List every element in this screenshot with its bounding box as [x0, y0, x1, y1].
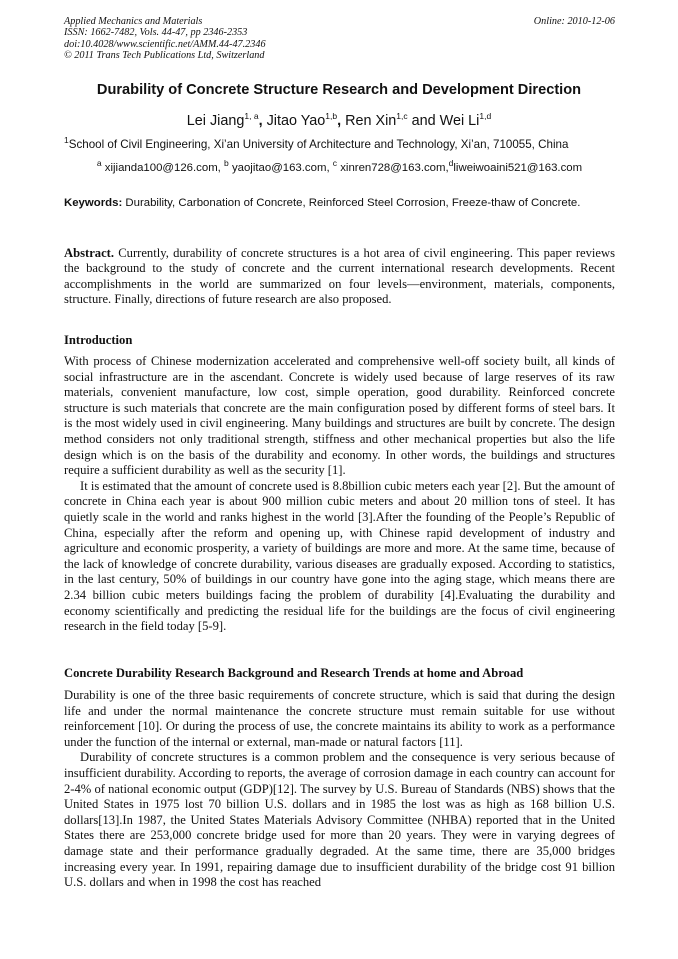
email-mark: c	[332, 158, 338, 169]
author-affiliation-mark: 1, a	[244, 111, 259, 122]
section-body-introduction	[64, 354, 615, 635]
abstract-text: Currently, durability of concrete structures is a hot area of civil engineering. This paper reviews the background to the study of concrete and the current international research developments. Recent accomplishments in the world are summarized on four levels—environment, materials, components, structure. Finally, directions of future research are also proposed.	[64, 246, 615, 307]
author-affiliation-mark: 1,c	[396, 111, 408, 122]
affiliation	[64, 135, 615, 151]
abstract-label: Abstract.	[64, 246, 115, 260]
email-mark: b	[224, 158, 229, 169]
paper-title: Durability of Concrete Structure Research and Development Direction	[96, 82, 582, 98]
journal-name: Applied Mechanics and Materials	[64, 16, 203, 27]
paragraph: With process of Chinese modernization accelerated and comprehensive well-off society built, all kinds of social infrastructure are in the ascendant. Concrete is widely used because of large reserves of its raw materials, convenient manufacture, low cost, simple operation, good durability. Reinforced concrete structure is such materials that concrete are the main configuration posed by different forms of steel bars. It is the most widely used in civil engineering. Many buildings and structures are built by concrete. The design method considers not only traditional strength, stiffness and other mechanical properties but also the life design which is on the basis of the durability and economy. In other words, the buildings and structures require a sufficient durability as well as the security [1].	[64, 354, 615, 478]
email-list	[64, 158, 615, 174]
affiliation-text: School of Civil Engineering, Xi’an University of Architecture and Technology, Xi’an, 710055, China	[68, 138, 569, 151]
author-affiliation-mark: 1,d	[479, 111, 492, 122]
keywords-label: Keywords:	[64, 197, 123, 209]
issn-line: ISSN: 1662-7482, Vols. 44-47, pp 2346-2353	[64, 27, 248, 39]
email-link[interactable]: xinren728@163.com,	[340, 162, 449, 174]
online-date: Online: 2010-12-06	[533, 16, 615, 27]
abstract	[64, 246, 615, 308]
section-body-background	[64, 688, 615, 891]
copyright-line: © 2011 Trans Tech Publications Ltd, Switzerland	[64, 50, 265, 62]
email-mark: a	[96, 158, 102, 169]
author-name: Ren Xin	[345, 113, 397, 129]
paragraph: It is estimated that the amount of concrete used is 8.8billion cubic meters each year [2]. But the amount of concrete in China each year is about 900 million cubic meters and about 20 million tons of steel. It has quietly scale in the world and ranks highest in the world [3].After the founding of the People’s Republic of China, especially after the reform and opening up, with Chinese rapid development of industry and agriculture and economic prosperity, a variety of buildings are more and more. At the same time, because of the lack of knowledge of concrete durability, various diseases are gradually exposed. According to statistics, in the last century, 50% of buildings in our country have gone into the aging stage, which means there are 2.34 billion cubic meters buildings facing the problem of durability [4].Evaluating the durability and economy scientifically and predicting the residual life for the buildings are the focus of civil engineering research in the field today [5-9].	[64, 478, 615, 634]
author-name: Lei Jiang	[186, 113, 245, 129]
keywords	[64, 197, 615, 211]
email-mark: d	[448, 158, 454, 169]
section-heading-background: Concrete Durability Research Background and Research Trends at home and Abroad	[64, 666, 524, 680]
affiliation-mark: 1	[64, 135, 69, 146]
paragraph: Durability of concrete structures is a common problem and the consequence is very serious because of insufficient durability. According to reports, the average of corrosion damage in each country can account for 2-4% of national economic output (GDP)[12]. The survey by U.S. Bureau of Standards (NBS) shows that the United States in 1975 lost 70 billion U.S. dollars and in 1985 the lost was as high as 168 billion U.S. dollars[13].In 1987, the United States Materials Advisory Committee (NHBA) reported that in the United States there are 253,000 concrete bridge used for more than 20 years. They were in varying degrees of damage state and their performance gradually degraded. At the same time, there are 35,000 bridges increasing every year. In 1991, repairing damage due to insufficient durability of the bridge cost 91 billion U.S. dollars and when in 1998 the cost has reached	[64, 750, 615, 890]
doi-line: doi:10.4028/www.scientific.net/AMM.44-47.2346	[64, 38, 266, 50]
author-name: Jitao Yao	[266, 113, 326, 129]
paragraph: Durability is one of the three basic requirements of concrete structure, which is said that during the design life and under the normal maintenance the concrete structure must remain suitable for use without reinforcement [10]. Or during the process of use, the concrete maintains its ability to work as a performance under the function of the internal or external, man-made or natural factors [11].	[64, 688, 615, 749]
author-name: Wei Li	[439, 113, 480, 129]
email-link[interactable]: yaojitao@163.com,	[231, 162, 330, 174]
author-list: Lei Jiang$^{1, a}$, Jitao Yao$^{1,b}$, Ren Xin$^{1,c}$ and Wei Li$^{1,d}$	[186, 111, 492, 129]
publication-meta	[64, 16, 615, 62]
email-link[interactable]: liweiwoaini521@163.com	[453, 162, 583, 174]
keywords-text: Durability, Carbonation of Concrete, Reinforced Steel Corrosion, Freeze-thaw of Concrete.	[125, 197, 581, 209]
email-link[interactable]: xijianda100@126.com,	[104, 162, 221, 174]
section-heading-introduction: Introduction	[64, 333, 133, 347]
author-affiliation-mark: 1,b	[325, 111, 338, 122]
